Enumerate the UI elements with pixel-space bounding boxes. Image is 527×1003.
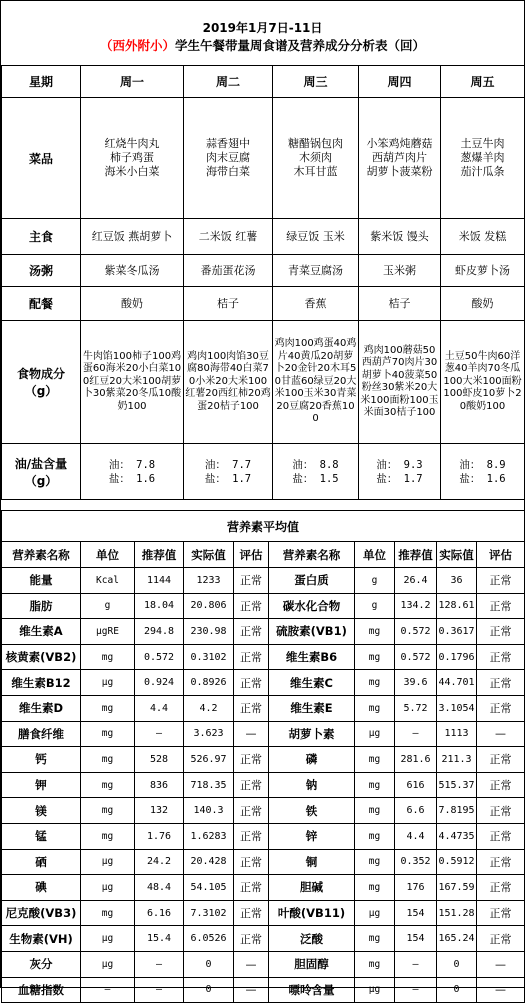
nutrient-evaluation: 正常 bbox=[234, 875, 269, 901]
nutrition-col-header: 实际值 bbox=[184, 542, 234, 568]
nutrient-recommended: 836 bbox=[135, 772, 184, 798]
nutrient-unit: μg bbox=[355, 977, 395, 1003]
nutrient-recommended: 132 bbox=[135, 798, 184, 824]
nutrient-recommended: 1.76 bbox=[135, 823, 184, 849]
nutrient-unit: mg bbox=[355, 849, 395, 875]
dishes-label: 菜品 bbox=[2, 98, 81, 219]
nutrition-col-header: 营养素名称 bbox=[269, 542, 355, 568]
nutrition-col-header: 单位 bbox=[81, 542, 135, 568]
nutrient-unit: mg bbox=[81, 823, 135, 849]
oil-salt-label bbox=[2, 444, 81, 500]
soup-cell: 紫菜冬瓜汤 bbox=[81, 255, 184, 287]
nutrient-recommended: 5.72 bbox=[395, 695, 437, 721]
oil-salt-value-line: 盐： 1.6 bbox=[459, 472, 506, 485]
nutrient-actual: 20.428 bbox=[184, 849, 234, 875]
nutrient-actual: 0.3102 bbox=[184, 644, 234, 670]
nutrient-unit: mg bbox=[81, 695, 135, 721]
title-text: 学生午餐带量周食谱及营养成分分析表（回） bbox=[175, 38, 426, 53]
nutrient-name: 碘 bbox=[2, 875, 81, 901]
nutrient-evaluation: — bbox=[234, 977, 269, 1003]
oil-salt-value-line: 油： 8.9 bbox=[459, 458, 506, 471]
nutrient-unit: mg bbox=[81, 747, 135, 773]
nutrient-recommended: 134.2 bbox=[395, 593, 437, 619]
dishes-cell bbox=[273, 98, 359, 219]
nutrient-recommended: 0.572 bbox=[395, 644, 437, 670]
oil-salt-cell bbox=[184, 444, 273, 500]
nutrient-name: 血糖指数 bbox=[2, 977, 81, 1003]
dishes-cell bbox=[81, 98, 184, 219]
nutrient-name: 维生素E bbox=[269, 695, 355, 721]
nutrient-unit: mg bbox=[355, 823, 395, 849]
nutrient-evaluation: 正常 bbox=[234, 823, 269, 849]
nutrient-unit: mg bbox=[355, 951, 395, 977]
nutrient-evaluation: 正常 bbox=[234, 798, 269, 824]
soup-cell: 番茄蛋花汤 bbox=[184, 255, 273, 287]
dishes-item-line: 木耳甘蓝 bbox=[293, 165, 338, 178]
nutrient-unit: mg bbox=[355, 747, 395, 773]
nutrient-actual: 1.6283 bbox=[184, 823, 234, 849]
nutrient-actual: 526.97 bbox=[184, 747, 234, 773]
nutrient-row bbox=[2, 695, 525, 721]
ingredients-cell: 牛肉馅100柿子100鸡蛋60海米20小白菜100红豆20大米100胡萝卜30紫菜20冬瓜10酸奶100 bbox=[81, 321, 184, 444]
nutrient-name: 生物素(VH) bbox=[2, 926, 81, 952]
nutrient-recommended: 6.6 bbox=[395, 798, 437, 824]
nutrient-name: 维生素B6 bbox=[269, 644, 355, 670]
nutrient-evaluation: 正常 bbox=[234, 568, 269, 594]
nutrient-recommended: 176 bbox=[395, 875, 437, 901]
soup-label: 汤粥 bbox=[2, 255, 81, 287]
nutrient-recommended: 528 bbox=[135, 747, 184, 773]
oil-salt-cell bbox=[81, 444, 184, 500]
nutrient-unit: mg bbox=[355, 772, 395, 798]
nutrient-name: 胆固醇 bbox=[269, 951, 355, 977]
nutrient-actual: 7.8195 bbox=[437, 798, 477, 824]
oil-salt-cell bbox=[359, 444, 441, 500]
nutrient-actual: 151.28 bbox=[437, 900, 477, 926]
nutrient-name: 镁 bbox=[2, 798, 81, 824]
nutrient-actual: 0.5912 bbox=[437, 849, 477, 875]
nutrient-row bbox=[2, 875, 525, 901]
nutrient-name: 钠 bbox=[269, 772, 355, 798]
soup-cell: 青菜豆腐汤 bbox=[273, 255, 359, 287]
nutrient-recommended: 39.6 bbox=[395, 670, 437, 696]
nutrient-name: 锌 bbox=[269, 823, 355, 849]
nutrient-row bbox=[2, 619, 525, 645]
side-row bbox=[2, 287, 525, 321]
nutrient-recommended: 15.4 bbox=[135, 926, 184, 952]
nutrient-evaluation: 正常 bbox=[234, 619, 269, 645]
side-cell: 桔子 bbox=[184, 287, 273, 321]
nutrition-col-header: 推荐值 bbox=[135, 542, 184, 568]
nutrient-evaluation: 正常 bbox=[234, 900, 269, 926]
nutrient-unit: μg bbox=[81, 849, 135, 875]
nutrient-recommended: 24.2 bbox=[135, 849, 184, 875]
nutrient-row bbox=[2, 772, 525, 798]
nutrient-actual: 0 bbox=[184, 977, 234, 1003]
side-cell: 香蕉 bbox=[273, 287, 359, 321]
nutrient-unit: μg bbox=[81, 951, 135, 977]
nutrient-actual: 0.8926 bbox=[184, 670, 234, 696]
nutrient-evaluation: — bbox=[234, 721, 269, 747]
nutrient-name: 钙 bbox=[2, 747, 81, 773]
oil-salt-value-line: 油： 7.7 bbox=[204, 458, 252, 471]
nutrient-name: 能量 bbox=[2, 568, 81, 594]
nutrient-evaluation: 正常 bbox=[234, 593, 269, 619]
nutrient-actual: 167.59 bbox=[437, 875, 477, 901]
nutrient-unit: μg bbox=[81, 875, 135, 901]
nutrient-evaluation: — bbox=[477, 951, 525, 977]
weekday-1: 周一 bbox=[81, 66, 184, 98]
nutrient-row bbox=[2, 670, 525, 696]
nutrient-evaluation: 正常 bbox=[477, 568, 525, 594]
nutrient-actual: 0 bbox=[437, 977, 477, 1003]
dishes-item-line: 海米小白菜 bbox=[104, 165, 160, 178]
nutrient-unit: mg bbox=[81, 644, 135, 670]
nutrient-unit: mg bbox=[355, 619, 395, 645]
nutrient-name: 维生素C bbox=[269, 670, 355, 696]
oil-salt-value-line: 盐： 1.6 bbox=[108, 472, 156, 485]
weekday-header-row bbox=[2, 66, 525, 98]
nutrient-actual: 211.3 bbox=[437, 747, 477, 773]
nutrient-evaluation: 正常 bbox=[477, 926, 525, 952]
nutrient-recommended: — bbox=[395, 977, 437, 1003]
nutrient-evaluation: 正常 bbox=[477, 619, 525, 645]
nutrition-section-row bbox=[2, 511, 525, 542]
nutrient-unit: mg bbox=[355, 798, 395, 824]
oil-salt-label-line: （g） bbox=[24, 473, 58, 488]
nutrient-recommended: 0.572 bbox=[135, 644, 184, 670]
nutrient-row bbox=[2, 644, 525, 670]
nutrient-evaluation: 正常 bbox=[234, 695, 269, 721]
nutrient-name: 嘌呤含量 bbox=[269, 977, 355, 1003]
nutrition-col-header: 营养素名称 bbox=[2, 542, 81, 568]
nutrient-evaluation: 正常 bbox=[234, 644, 269, 670]
nutrition-col-header: 实际值 bbox=[437, 542, 477, 568]
nutrient-unit: mg bbox=[355, 644, 395, 670]
oil-salt-row bbox=[2, 444, 525, 500]
nutrient-unit: mg bbox=[81, 900, 135, 926]
nutrient-actual: 20.806 bbox=[184, 593, 234, 619]
nutrient-name: 硒 bbox=[2, 849, 81, 875]
weekday-5: 周五 bbox=[441, 66, 525, 98]
nutrient-row bbox=[2, 823, 525, 849]
dishes-item-line: 胡萝卜菠菜粉 bbox=[366, 165, 433, 178]
nutrient-name: 膳食纤维 bbox=[2, 721, 81, 747]
side-label: 配餐 bbox=[2, 287, 81, 321]
nutrient-unit: Kcal bbox=[81, 568, 135, 594]
dishes-item-line: 土豆牛肉 bbox=[460, 137, 505, 150]
nutrient-recommended: — bbox=[395, 721, 437, 747]
staple-cell: 米饭 发糕 bbox=[441, 219, 525, 255]
soup-row bbox=[2, 255, 525, 287]
nutrient-name: 维生素B12 bbox=[2, 670, 81, 696]
ingredients-cell: 土豆50牛肉60洋葱40羊肉70冬瓜100大米100面粉100虾皮10萝卜20酸奶100 bbox=[441, 321, 525, 444]
nutrient-evaluation: — bbox=[477, 721, 525, 747]
ingredients-cell: 鸡肉100鸡蛋40鸡片40黄瓜20胡萝卜20金针20木耳50甘蓝60绿豆20大米100玉米30青菜20豆腐20香蕉100 bbox=[273, 321, 359, 444]
nutrient-unit: mg bbox=[355, 926, 395, 952]
nutrient-name: 铁 bbox=[269, 798, 355, 824]
weekday-3: 周三 bbox=[273, 66, 359, 98]
nutrient-actual: 165.24 bbox=[437, 926, 477, 952]
nutrient-row bbox=[2, 798, 525, 824]
spacer bbox=[2, 500, 525, 511]
staple-label: 主食 bbox=[2, 219, 81, 255]
nutrient-recommended: 0.352 bbox=[395, 849, 437, 875]
nutrient-recommended: 154 bbox=[395, 900, 437, 926]
weekly-menu-table bbox=[1, 65, 525, 500]
nutrient-name: 钾 bbox=[2, 772, 81, 798]
nutrient-unit: mg bbox=[355, 875, 395, 901]
dishes-item-line: 西葫芦肉片 bbox=[372, 151, 427, 164]
date-range: 2019年1月7日-11日 bbox=[202, 21, 323, 35]
nutrient-unit: — bbox=[81, 977, 135, 1003]
oil-salt-value-line: 盐： 1.5 bbox=[292, 472, 339, 485]
nutrient-evaluation: 正常 bbox=[477, 747, 525, 773]
nutrient-actual: 1233 bbox=[184, 568, 234, 594]
nutrient-recommended: — bbox=[395, 951, 437, 977]
nutrient-row bbox=[2, 721, 525, 747]
spacer-row bbox=[2, 500, 525, 511]
nutrition-col-header: 评估 bbox=[477, 542, 525, 568]
soup-cell: 虾皮萝卜汤 bbox=[441, 255, 525, 287]
dishes-item-line: 海带白菜 bbox=[206, 165, 250, 178]
nutrient-actual: 4.2 bbox=[184, 695, 234, 721]
nutrient-unit: μg bbox=[355, 900, 395, 926]
nutrient-unit: g bbox=[355, 568, 395, 594]
dishes-item-line: 蒜香翅中 bbox=[206, 137, 250, 150]
nutrient-actual: 0 bbox=[184, 951, 234, 977]
nutrient-name: 核黄素(VB2) bbox=[2, 644, 81, 670]
staple-cell: 紫米饭 馒头 bbox=[359, 219, 441, 255]
nutrient-evaluation: 正常 bbox=[477, 798, 525, 824]
nutrient-name: 锰 bbox=[2, 823, 81, 849]
nutrient-evaluation: 正常 bbox=[234, 670, 269, 696]
nutrient-recommended: 26.4 bbox=[395, 568, 437, 594]
nutrient-actual: 1113 bbox=[437, 721, 477, 747]
oil-salt-label-line: 油/盐含量 bbox=[14, 456, 68, 471]
oil-salt-value-line: 油： 8.8 bbox=[292, 458, 339, 471]
weekday-2: 周二 bbox=[184, 66, 273, 98]
nutrient-name: 尼克酸(VB3) bbox=[2, 900, 81, 926]
nutrient-recommended: 616 bbox=[395, 772, 437, 798]
dishes-item-line: 茄汁瓜条 bbox=[460, 165, 505, 178]
nutrient-name: 蛋白质 bbox=[269, 568, 355, 594]
dishes-item-line: 小笨鸡炖蘑菇 bbox=[366, 137, 433, 150]
nutrient-evaluation: 正常 bbox=[234, 849, 269, 875]
nutrient-unit: μgRE bbox=[81, 619, 135, 645]
nutrient-recommended: 281.6 bbox=[395, 747, 437, 773]
ingredients-label-line: （g） bbox=[24, 384, 58, 398]
dishes-cell bbox=[184, 98, 273, 219]
nutrient-actual: 515.37 bbox=[437, 772, 477, 798]
staple-cell: 绿豆饭 玉米 bbox=[273, 219, 359, 255]
nutrient-unit: μg bbox=[81, 926, 135, 952]
nutrient-row bbox=[2, 849, 525, 875]
dishes-item-line: 红烧牛肉丸 bbox=[104, 137, 160, 150]
oil-salt-value-line: 油： 9.3 bbox=[376, 458, 423, 471]
nutrient-actual: 230.98 bbox=[184, 619, 234, 645]
nutrient-name: 硫胺素(VB1) bbox=[269, 619, 355, 645]
dishes-item-line: 木须肉 bbox=[299, 151, 332, 164]
nutrient-recommended: — bbox=[135, 721, 184, 747]
nutrient-actual: 0 bbox=[437, 951, 477, 977]
dishes-item-line: 糖醋锅包肉 bbox=[288, 137, 343, 150]
nutrition-col-header: 推荐值 bbox=[395, 542, 437, 568]
nutrient-evaluation: 正常 bbox=[477, 593, 525, 619]
nutrient-unit: g bbox=[355, 593, 395, 619]
nutrition-header-row bbox=[2, 542, 525, 568]
nutrient-unit: g bbox=[81, 593, 135, 619]
nutrition-table bbox=[1, 500, 525, 1003]
nutrient-name: 泛酸 bbox=[269, 926, 355, 952]
staple-cell: 二米饭 红薯 bbox=[184, 219, 273, 255]
dishes-row bbox=[2, 98, 525, 219]
nutrient-evaluation: 正常 bbox=[477, 695, 525, 721]
page-title bbox=[1, 37, 524, 55]
ingredients-row bbox=[2, 321, 525, 444]
ingredients-label bbox=[2, 321, 81, 444]
nutrient-unit: mg bbox=[81, 721, 135, 747]
ingredients-cell: 鸡肉100蘑菇50西葫芦70肉片30胡萝卜40菠菜50粉丝30紫米20大米100面粉100玉米面30桔子100 bbox=[359, 321, 441, 444]
dishes-item-line: 肉末豆腐 bbox=[206, 151, 250, 164]
nutrient-recommended: — bbox=[135, 977, 184, 1003]
oil-salt-cell bbox=[441, 444, 525, 500]
nutrient-actual: 36 bbox=[437, 568, 477, 594]
nutrient-recommended: 154 bbox=[395, 926, 437, 952]
nutrient-actual: 44.701 bbox=[437, 670, 477, 696]
nutrient-evaluation: — bbox=[477, 977, 525, 1003]
oil-salt-value-line: 油： 7.8 bbox=[108, 458, 156, 471]
nutrient-evaluation: 正常 bbox=[477, 849, 525, 875]
nutrient-recommended: 1144 bbox=[135, 568, 184, 594]
nutrient-evaluation: 正常 bbox=[477, 670, 525, 696]
nutrient-unit: mg bbox=[355, 695, 395, 721]
nutrient-evaluation: 正常 bbox=[477, 644, 525, 670]
nutrient-row bbox=[2, 747, 525, 773]
nutrient-actual: 54.105 bbox=[184, 875, 234, 901]
nutrient-recommended: 0.572 bbox=[395, 619, 437, 645]
dishes-cell bbox=[359, 98, 441, 219]
nutrient-name: 灰分 bbox=[2, 951, 81, 977]
nutrient-recommended: 6.16 bbox=[135, 900, 184, 926]
oil-salt-value-line: 盐： 1.7 bbox=[204, 472, 252, 485]
ingredients-label-line: 食物成分 bbox=[16, 367, 65, 381]
nutrient-name: 胆碱 bbox=[269, 875, 355, 901]
nutrient-name: 磷 bbox=[269, 747, 355, 773]
soup-cell: 玉米粥 bbox=[359, 255, 441, 287]
nutrient-evaluation: 正常 bbox=[477, 823, 525, 849]
nutrient-name: 胡萝卜素 bbox=[269, 721, 355, 747]
nutrient-name: 维生素A bbox=[2, 619, 81, 645]
nutrient-evaluation: 正常 bbox=[477, 875, 525, 901]
nutrient-recommended: — bbox=[135, 951, 184, 977]
nutrient-unit: mg bbox=[81, 798, 135, 824]
nutrient-unit: mg bbox=[355, 670, 395, 696]
nutrient-recommended: 4.4 bbox=[135, 695, 184, 721]
nutrient-evaluation: 正常 bbox=[477, 772, 525, 798]
nutrient-name: 铜 bbox=[269, 849, 355, 875]
nutrient-row bbox=[2, 593, 525, 619]
nutrition-section-title: 营养素平均值 bbox=[2, 511, 525, 542]
nutrient-evaluation: 正常 bbox=[234, 747, 269, 773]
nutrition-col-header: 评估 bbox=[234, 542, 269, 568]
nutrient-unit: mg bbox=[81, 772, 135, 798]
nutrient-name: 脂肪 bbox=[2, 593, 81, 619]
nutrient-evaluation: — bbox=[234, 951, 269, 977]
staple-row bbox=[2, 219, 525, 255]
nutrient-actual: 7.3102 bbox=[184, 900, 234, 926]
nutrient-actual: 3.623 bbox=[184, 721, 234, 747]
nutrition-col-header: 单位 bbox=[355, 542, 395, 568]
side-cell: 桔子 bbox=[359, 287, 441, 321]
dishes-item-line: 葱爆羊肉 bbox=[460, 151, 505, 164]
dishes-cell bbox=[441, 98, 525, 219]
nutrient-name: 维生素D bbox=[2, 695, 81, 721]
nutrient-recommended: 0.924 bbox=[135, 670, 184, 696]
nutrient-row bbox=[2, 951, 525, 977]
nutrient-actual: 128.61 bbox=[437, 593, 477, 619]
oil-salt-value-line: 盐： 1.7 bbox=[376, 472, 423, 485]
nutrient-name: 碳水化合物 bbox=[269, 593, 355, 619]
weekday-4: 周四 bbox=[359, 66, 441, 98]
nutrient-unit: μg bbox=[81, 670, 135, 696]
nutrient-actual: 6.0526 bbox=[184, 926, 234, 952]
nutrient-actual: 0.1796 bbox=[437, 644, 477, 670]
ingredients-cell: 鸡肉100肉馅30豆腐80海带40白菜70小米20大米100红薯20西红柿20鸡蛋20桔子100 bbox=[184, 321, 273, 444]
nutrient-actual: 3.1054 bbox=[437, 695, 477, 721]
staple-cell: 红豆饭 燕胡萝卜 bbox=[81, 219, 184, 255]
sheet-header bbox=[1, 1, 524, 65]
oil-salt-cell bbox=[273, 444, 359, 500]
school-name: （西外附小） bbox=[99, 38, 175, 53]
nutrient-actual: 140.3 bbox=[184, 798, 234, 824]
nutrient-actual: 4.4735 bbox=[437, 823, 477, 849]
nutrient-row bbox=[2, 926, 525, 952]
nutrient-recommended: 294.8 bbox=[135, 619, 184, 645]
nutrient-recommended: 4.4 bbox=[395, 823, 437, 849]
nutrient-actual: 718.35 bbox=[184, 772, 234, 798]
nutrient-evaluation: 正常 bbox=[477, 900, 525, 926]
nutrient-recommended: 48.4 bbox=[135, 875, 184, 901]
nutrient-evaluation: 正常 bbox=[234, 926, 269, 952]
nutrient-name: 叶酸(VB11) bbox=[269, 900, 355, 926]
nutrient-recommended: 18.04 bbox=[135, 593, 184, 619]
side-cell: 酸奶 bbox=[81, 287, 184, 321]
weekday-label: 星期 bbox=[2, 66, 81, 98]
nutrient-row bbox=[2, 900, 525, 926]
dishes-item-line: 柿子鸡蛋 bbox=[110, 151, 154, 164]
nutrient-evaluation: 正常 bbox=[234, 772, 269, 798]
side-cell: 酸奶 bbox=[441, 287, 525, 321]
nutrient-unit: μg bbox=[355, 721, 395, 747]
nutrient-actual: 0.3617 bbox=[437, 619, 477, 645]
nutrient-row bbox=[2, 568, 525, 594]
